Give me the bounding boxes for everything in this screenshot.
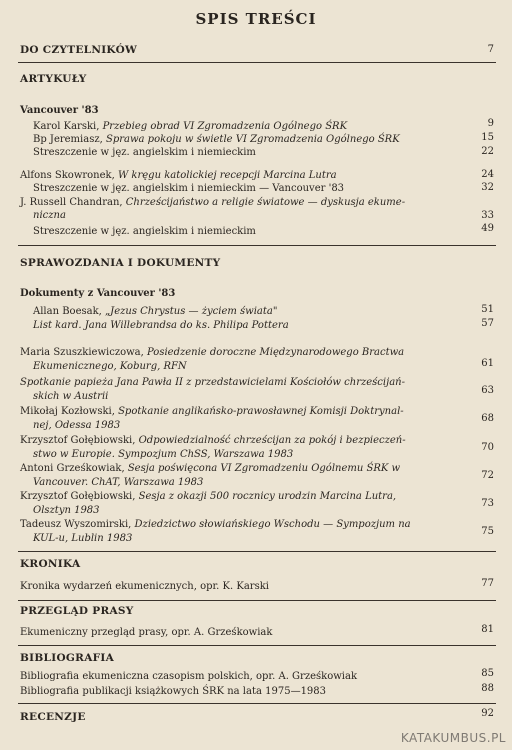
divider bbox=[18, 600, 496, 601]
watermark: KATAKUMBUS.PL bbox=[400, 731, 506, 745]
page-title: SPIS TREŚCI bbox=[195, 10, 317, 28]
toc-entry-continuation: KUL-u, Lublin 1983 bbox=[33, 533, 133, 544]
toc-entry-continuation: Ekumenicznego, Koburg, RFN bbox=[33, 361, 187, 372]
toc-entry: Streszczenie w jęz. angielskim i niemieckim bbox=[33, 226, 256, 237]
divider bbox=[18, 551, 496, 552]
toc-entry: Allan Boesak, „Jezus Chrystus — życiem świata" bbox=[33, 306, 278, 317]
toc-entry: Bibliografia publikacji książkowych ŚRK na lata 1975—1983 bbox=[20, 686, 327, 697]
toc-entry: Bibliografia ekumeniczna czasopism polskich, opr. A. Grześkowiak bbox=[20, 671, 357, 682]
page-number: 7 bbox=[487, 44, 494, 55]
page-number: 15 bbox=[481, 132, 494, 143]
section-kronika: KRONIKA bbox=[20, 558, 81, 570]
section-recenzje: RECENZJE bbox=[20, 711, 86, 723]
subsection-dokumenty: Dokumenty z Vancouver '83 bbox=[20, 288, 176, 299]
page-number: 51 bbox=[481, 304, 494, 315]
toc-entry: Maria Szuszkiewiczowa, Posiedzenie doroczne Międzynarodowego Bractwa bbox=[20, 347, 405, 358]
divider bbox=[18, 645, 496, 646]
page-number: 73 bbox=[481, 498, 494, 509]
toc-entry: Mikołaj Kozłowski, Spotkanie anglikańsko-prawosławnej Komisji Doktrynal- bbox=[20, 406, 404, 417]
toc-entry: Alfons Skowronek, W kręgu katolickiej recepcji Marcina Lutra bbox=[20, 170, 337, 181]
page-number: 33 bbox=[481, 210, 494, 221]
page-number: 81 bbox=[481, 624, 494, 635]
section-sprawozdania: SPRAWOZDANIA I DOKUMENTY bbox=[20, 257, 221, 269]
page-number: 22 bbox=[481, 146, 494, 157]
page-number: 61 bbox=[481, 358, 494, 369]
toc-entry-continuation: nej, Odessa 1983 bbox=[33, 420, 121, 431]
page-number: 63 bbox=[481, 385, 494, 396]
divider bbox=[18, 245, 496, 246]
section-czytelnikow: DO CZYTELNIKÓW bbox=[20, 44, 138, 56]
page-number: 57 bbox=[481, 318, 494, 329]
toc-entry: J. Russell Chandran, Chrześcijaństwo a religie światowe — dyskusja ekume- bbox=[20, 197, 406, 208]
toc-entry: List kard. Jana Willebrandsa do ks. Philipa Pottera bbox=[33, 320, 289, 331]
section-bibliografia: BIBLIOGRAFIA bbox=[20, 652, 115, 664]
page-number: 9 bbox=[487, 118, 494, 129]
toc-entry: Bp Jeremiasz, Sprawa pokoju w świetle VI Zgromadzenia Ogólnego ŚRK bbox=[33, 134, 400, 145]
page-number: 24 bbox=[481, 169, 494, 180]
page-number: 92 bbox=[481, 708, 494, 719]
toc-entry-continuation: stwo w Europie. Sympozjum ChSS, Warszawa 1983 bbox=[33, 449, 294, 460]
page-number: 49 bbox=[481, 223, 494, 234]
section-artykuly: ARTYKUŁY bbox=[20, 73, 87, 85]
subsection-vancouver: Vancouver '83 bbox=[20, 105, 99, 116]
toc-entry: Streszczenie w jęz. angielskim i niemieckim — Vancouver '83 bbox=[33, 183, 345, 194]
toc-entry-continuation: Vancouver. ChAT, Warszawa 1983 bbox=[33, 477, 204, 488]
page-number: 72 bbox=[481, 470, 494, 481]
divider bbox=[18, 703, 496, 704]
toc-entry-continuation: skich w Austrii bbox=[33, 391, 109, 402]
toc-entry: Karol Karski, Przebieg obrad VI Zgromadzenia Ogólnego ŚRK bbox=[33, 121, 348, 132]
page-number: 68 bbox=[481, 413, 494, 424]
toc-entry: Ekumeniczny przegląd prasy, opr. A. Grześkowiak bbox=[20, 627, 273, 638]
page-number: 75 bbox=[481, 526, 494, 537]
toc-entry-continuation: niczna bbox=[33, 210, 66, 221]
toc-entry: Krzysztof Gołębiowski, Odpowiedzialność chrześcijan za pokój i bezpieczeń- bbox=[20, 435, 406, 446]
page-number: 32 bbox=[481, 182, 494, 193]
section-przeglad: PRZEGLĄD PRASY bbox=[20, 605, 134, 617]
toc-entry: Spotkanie papieża Jana Pawła II z przedstawicielami Kościołów chrześcijań- bbox=[20, 377, 405, 388]
toc-entry: Tadeusz Wyszomirski, Dziedzictwo słowiańskiego Wschodu — Sympozjum na bbox=[20, 519, 411, 530]
divider bbox=[18, 62, 496, 63]
toc-entry-continuation: Olsztyn 1983 bbox=[33, 505, 100, 516]
page-number: 88 bbox=[481, 683, 494, 694]
page-number: 70 bbox=[481, 442, 494, 453]
page-number: 85 bbox=[481, 668, 494, 679]
toc-entry: Antoni Grześkowiak, Sesja poświęcona VI Zgromadzeniu Ogólnemu ŚRK w bbox=[20, 463, 401, 474]
page-number: 77 bbox=[481, 578, 494, 589]
toc-entry: Streszczenie w jęz. angielskim i niemieckim bbox=[33, 147, 256, 158]
toc-entry: Krzysztof Gołębiowski, Sesja z okazji 500 rocznicy urodzin Marcina Lutra, bbox=[20, 491, 397, 502]
toc-entry: Kronika wydarzeń ekumenicznych, opr. K. Karski bbox=[20, 581, 269, 592]
